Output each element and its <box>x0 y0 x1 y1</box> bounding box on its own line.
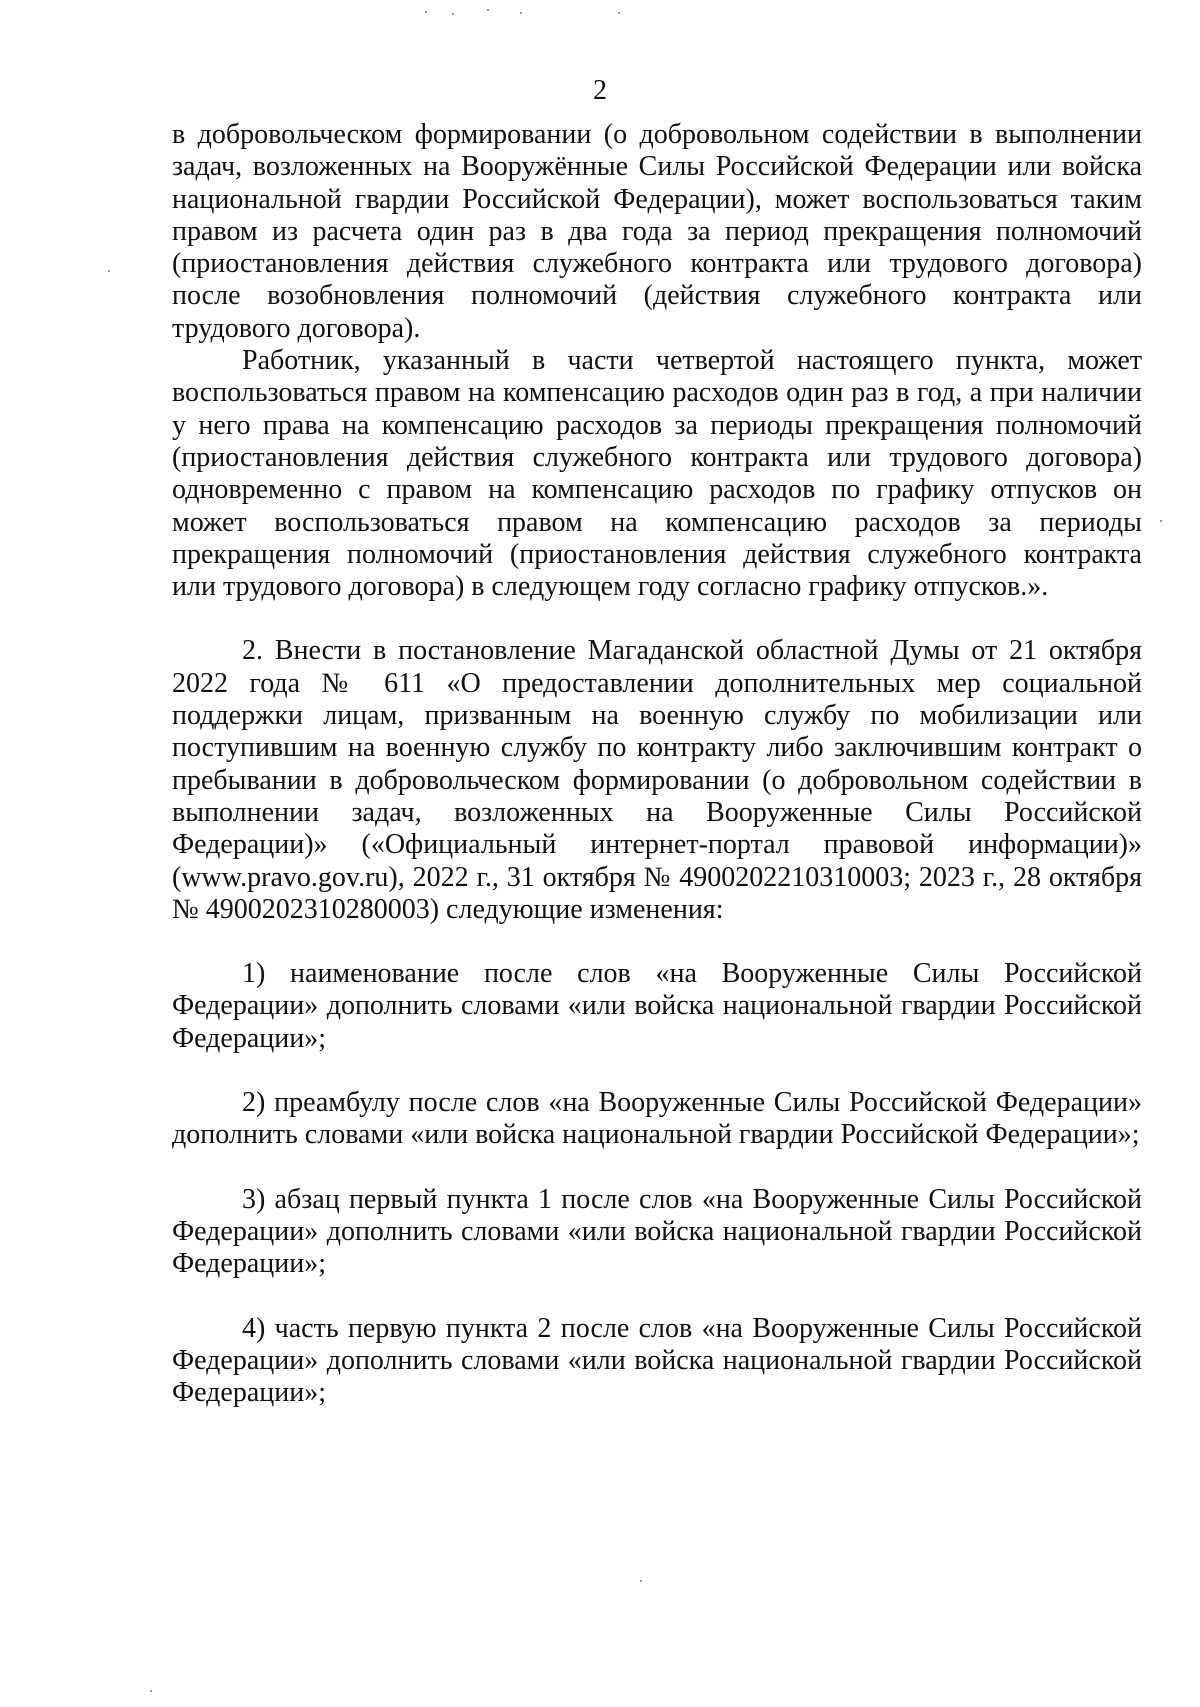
document-body <box>172 119 1142 1409</box>
paragraph-subitem-3: 3) абзац первый пункта 1 после слов «на Вооруженные Силы Российской Федерации» дополнить словами «или войска национальной гвардии Российской Федерации»; <box>172 1183 1142 1280</box>
paragraph-worker-compensation: Работник, указанный в части четвертой настоящего пункта, может воспользоваться правом на компенсацию расходов один раз в год, а при наличии у него права на компенсацию расходов за периоды прекращения полномочий (приостановления действия служебного контракта или трудового договора) одновременно с правом на компенсацию расходов по графику отпусков он может воспользоваться правом на компенсацию расходов за периоды прекращения полномочий (приостановления действия служебного контракта или трудового договора) в следующем году согласно графику отпусков.». <box>172 345 1142 603</box>
scan-speck <box>1160 520 1162 522</box>
scan-speck <box>150 1690 152 1692</box>
scan-speck <box>487 9 489 11</box>
scan-speck <box>618 12 620 14</box>
scan-speck <box>452 13 454 15</box>
paragraph-continuation: в добровольческом формировании (о добровольном содействии в выполнении задач, возложенных на Вооружённые Силы Российской Федерации или войска национальной гвардии Российской Федерации), может воспользоваться таким правом из расчета один раз в два года за период прекращения полномочий (приостановления действия служебного контракта или трудового договора) после возобновления полномочий (действия служебного контракта или трудового договора). <box>172 119 1142 344</box>
paragraph-subitem-4: 4) часть первую пункта 2 после слов «на Вооруженные Силы Российской Федерации» дополнить словами «или войска национальной гвардии Российской Федерации»; <box>172 1312 1142 1409</box>
paragraph-subitem-1: 1) наименование после слов «на Вооруженные Силы Российской Федерации» дополнить словами «или войска национальной гвардии Российской Федерации»; <box>172 958 1142 1054</box>
scan-speck <box>108 270 110 272</box>
scan-speck <box>425 11 427 13</box>
scan-speck <box>640 1580 642 1582</box>
page-number: 2 <box>593 75 607 106</box>
scan-speck <box>520 12 522 14</box>
paragraph-subitem-2: 2) преамбулу после слов «на Вооруженные Силы Российской Федерации» дополнить словами «или войска национальной гвардии Российской Федерации»; <box>172 1087 1142 1151</box>
paragraph-item-2: 2. Внести в постановление Магаданской областной Думы от 21 октября 2022 года № 611 «О предоставлении дополнительных мер социальной поддержки лицам, призванным на военную службу по мобилизации или поступившим на военную службу по контракту либо заключившим контракт о пребывании в добровольческом формировании (о добровольном содействии в выполнении задач, возложенных на Вооруженные Силы Российской Федерации)» («Официальный интернет-портал правовой информации)» (www.pravo.gov.ru), 2022 г., 31 октября № 4900202210310003; 2023 г., 28 октября № 4900202310280003) следующие изменения: <box>172 635 1142 925</box>
